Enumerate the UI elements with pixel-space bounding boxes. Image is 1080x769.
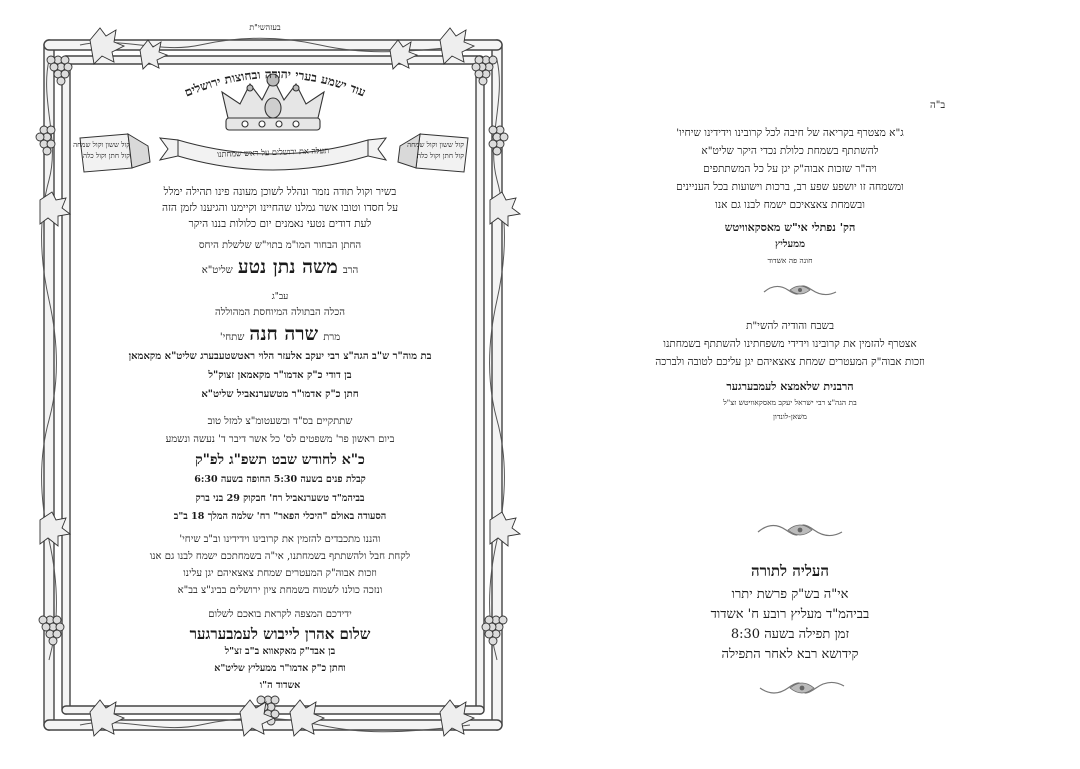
arc-title — [170, 58, 380, 108]
host-line: בן אבד"ק מאקאווא ב"ב זצ"ל — [224, 646, 336, 657]
bride-parent-line: בן דודי כ"ק אדמו"ר מקאמאן זצוק"ל — [208, 370, 352, 381]
bride-intro: הכלה הבתולה המיוחסת המהוללה — [215, 307, 345, 318]
invite-line: ונזכה כולנו לשמוח בשמחת ציון ירושלים בביג"צ בב"א — [177, 585, 383, 596]
opening-line: על חסדו וטובו אשר גמלנו שהחיינו וקיימנו והגיענו לזמן הזה — [161, 202, 399, 214]
bh-header: בעזהשי"ת — [249, 23, 281, 32]
sig2-line: משאן-לונדון — [772, 412, 807, 421]
aliyah-line: קידושא רבא לאחר התפילה — [721, 647, 859, 662]
event-place: בביהמ"ד טשערנאביל רח' חבקוק 29 בני ברק — [195, 493, 365, 504]
groom-intro: החתן הבחור המו"מ בתוי"ש שלשלת היחס — [198, 240, 362, 251]
invite-line: לקחת חבל ולהשתתף בשמחתנו, אי"ה בשמחתכם ישמח לבנו גם אנו — [149, 551, 411, 562]
sig1-name: הק' נפתלי אי"ש מאסקאוויטש — [724, 221, 856, 234]
bride-parent-line: חתן כ"ק אדמו"ר מטשערנאביל שליט"א — [201, 389, 359, 400]
bride-parent-line: בת מוה"ר ש"ב הגה"צ רבי יעקב אלעזר הלוי ראטשטעבערג שליט"א מקאמאן — [128, 351, 432, 362]
banner-line: קול ששון וקול שמחה — [407, 141, 464, 149]
para2-intro: בשבח והודיה להשי"ת — [745, 320, 835, 332]
flourish-ornament-icon — [760, 280, 840, 300]
ribbon-text: תעלה את ירושלים על ראש שמחתנו — [216, 146, 330, 159]
aliyah-line: אי"ה בש"ק פרשת יתרו — [731, 587, 849, 602]
arc-title-text: עוד ישמע בערי יהודה ובחוצות ירושלים — [182, 66, 368, 100]
sig2-name: הרבנית שלאמצא לעמבערגער — [726, 380, 854, 393]
bride-line — [80, 323, 480, 346]
para2-line: אצטרף להזמין את קרובינו וידידי משפחתינו להשתתף בשמחתנו — [663, 338, 917, 350]
para1-line: ובשמחת צאצאיכם ישמח לבנו גם אנו — [715, 199, 865, 211]
svg-text:עוד ישמע בערי יהודה ובחוצות יר — [182, 67, 368, 100]
banner-line: קול חתן וקול כלה — [82, 152, 130, 160]
signoff: ידידכם המצפה לקראת בואכם לשלום — [208, 609, 352, 620]
para1-line: להשתתף בשמחת כלולת נכדי היקר שליט"א — [701, 145, 879, 157]
flourish-ornament-icon — [754, 518, 846, 542]
host-line: וחתן כ"ק אדמו"ר ממעליץ שליט"א — [214, 663, 346, 674]
invite-line: והננו מתכבדים להזמין את קרובינו וידידינו וב"ב שיחי' — [179, 534, 381, 545]
right-side-banner — [407, 140, 464, 162]
event-meal: הסעודה באולם "היכלי הפאר" רח' שלמה המלך 18 ב"ב — [173, 511, 387, 522]
para1-line: ויה"ר שזכות אבוה"ק יגן על כל המשתתפים — [703, 163, 877, 175]
para2-line: וזכות אבוה"ק המעטרים שמחת צאצאיהם יגן עליכם לטובה ולברכה — [655, 356, 925, 368]
city: אשדוד ה"ו — [259, 680, 301, 691]
event-times: קבלת פנים בשעה 5:30 החופה בשעה 6:30 — [194, 474, 366, 485]
bride-suffix: שתחי' — [219, 332, 245, 343]
groom-prefix: הרב — [342, 265, 359, 276]
para1-line: ומשמחה זו יושפע שפע רב, ברכות וישועות בכל העניינים — [676, 181, 904, 193]
event-day: ביום ראשון פר' משפטים לס' כל אשר דיבר ד' נעשה ונשמע — [165, 434, 395, 445]
sig1-title: ממעליץ — [774, 239, 806, 250]
host-name: שלום אהרן לייבוש לעמבערגער — [189, 625, 371, 643]
sig1-place: חונה פה אשדוד — [767, 256, 813, 265]
left-side-banner — [73, 140, 130, 162]
opening-line: בשיר וקול תודה נזמר ונהלל לשוכן מעונה פינו תהילה ימלל — [163, 186, 397, 198]
aliyah-line: בביהמ"ד מעליץ רובע ח' אשדוד — [710, 607, 870, 622]
bride-prefix: מרת — [323, 332, 341, 343]
flourish-ornament-icon — [756, 676, 848, 700]
bh-header-right: ב"ה — [930, 100, 946, 111]
opening-line: לעת דודים נטעי נאמנים יום כלולות בננו היקר — [188, 218, 372, 230]
groom-line — [80, 256, 480, 279]
connector: עב"ג — [271, 292, 289, 302]
event-date: כ"א לחודש שבט תשפ"ג לפ"ק — [195, 452, 365, 468]
groom-name: משה נתן נטע — [237, 256, 338, 278]
aliyah-title: העליה לתורה — [751, 562, 829, 580]
para1-line: ג"א מצטרף בקריאה של חיבה לכל קרובינו וידידינו שיחיו' — [676, 127, 904, 139]
invite-line: וזכות אבוה"ק המעטרים שמחת צאצאיהם יגן עלינו — [183, 568, 377, 579]
aliyah-line: זמן תפילה בשעה 8:30 — [730, 627, 850, 642]
groom-suffix: שליט"א — [201, 265, 233, 276]
banner-line: קול חתן וקול כלה — [416, 152, 464, 160]
sig2-line: בת הגה"צ רבי ישראל יעקב מאסקאוויטש זצ"ל — [723, 398, 857, 407]
banner-line: קול ששון וקול שמחה — [73, 141, 130, 149]
event-intro: שתתקיים בס"ד ובשעטומ"צ למזל טוב — [207, 416, 353, 427]
bride-name: שרה חנה — [249, 323, 319, 345]
